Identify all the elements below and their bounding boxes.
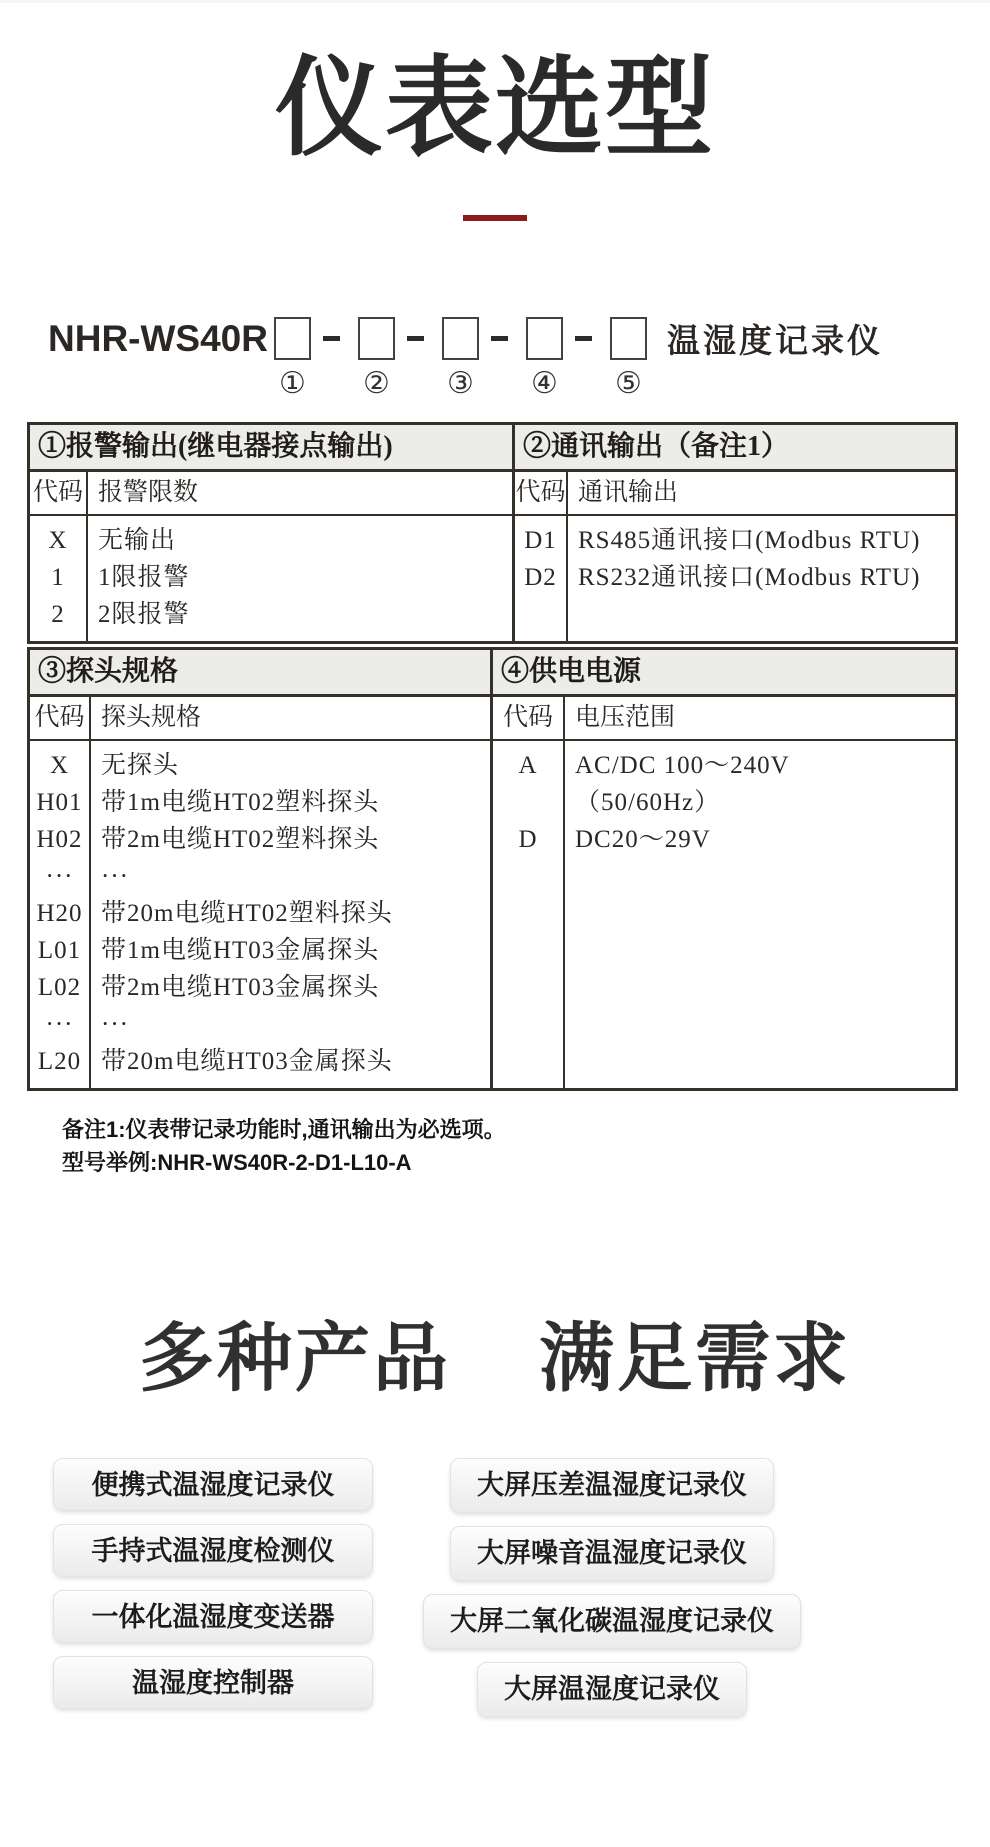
code-cell: D2	[524, 564, 557, 592]
spec-cell: 带2m电缆HT03金属探头	[101, 974, 380, 1002]
product-button[interactable]: 大屏噪音温湿度记录仪	[450, 1526, 774, 1581]
code-column	[30, 516, 88, 641]
note-line: 备注1:仪表带记录功能时,通讯输出为必选项。	[62, 1117, 506, 1143]
model-code-box	[358, 317, 395, 360]
product-button[interactable]: 大屏压差温湿度记录仪	[450, 1458, 774, 1513]
spec-cell: 1限报警	[98, 564, 190, 592]
column-header: 探头规格	[91, 697, 490, 741]
spec-cell: 无输出	[98, 527, 177, 555]
product-buttons	[0, 1458, 990, 1730]
code-cell: 2	[51, 601, 65, 629]
code-cell: H20	[36, 900, 83, 928]
column-header: 报警限数	[88, 472, 512, 516]
product-button[interactable]: 大屏温湿度记录仪	[477, 1662, 747, 1717]
model-dash	[407, 336, 424, 341]
spec-cell: 带20m电缆HT03金属探头	[101, 1048, 393, 1076]
spec-cell: 带2m电缆HT02塑料探头	[101, 826, 380, 854]
spec-column	[568, 516, 955, 641]
model-slot	[526, 317, 563, 402]
column-header: 代码	[30, 472, 88, 516]
spec-cell: 无探头	[101, 752, 180, 780]
page-title: 仪表选型	[274, 47, 715, 168]
model-code-box	[442, 317, 479, 360]
model-code-box	[274, 317, 311, 360]
spec-cell: （50/60Hz）	[575, 789, 721, 817]
model-prefix: NHR-WS40R	[48, 318, 268, 360]
position-marker: ④	[531, 367, 558, 401]
product-col-right	[442, 1458, 782, 1730]
notes	[62, 1113, 990, 1179]
column-header: 电压范围	[565, 697, 955, 741]
code-cell: 1	[51, 564, 65, 592]
model-slot	[610, 317, 647, 402]
code-cell: X	[49, 752, 70, 780]
selection-tables	[27, 422, 990, 1091]
position-marker: ②	[363, 367, 390, 401]
code-cell: D1	[524, 527, 557, 555]
code-cell	[493, 784, 563, 821]
model-slot	[274, 317, 311, 402]
spec-cell: AC/DC 100～240V	[575, 752, 790, 780]
column-header: 通讯输出	[568, 472, 955, 516]
model-suffix: 温湿度记录仪	[666, 322, 883, 360]
product-button[interactable]: 便携式温湿度记录仪	[53, 1458, 373, 1511]
note-line: 型号举例:NHR-WS40R-2-D1-L10-A	[62, 1150, 412, 1176]
section-title: ③探头规格	[30, 650, 490, 697]
products-heading	[0, 1317, 990, 1400]
model-line-slots	[268, 317, 647, 402]
spec-cell: 2限报警	[98, 601, 190, 629]
products-heading-left: 多种产品	[138, 1316, 451, 1401]
spec-cell: DC20～29V	[575, 826, 711, 854]
position-marker: ⑤	[615, 367, 642, 401]
section-title: ①报警输出(继电器接点输出)	[30, 425, 512, 472]
spec-cell: ···	[101, 863, 129, 891]
section-title: ②通讯输出（备注1）	[512, 425, 955, 472]
products-heading-right: 满足需求	[539, 1316, 852, 1401]
column-header: 代码	[512, 472, 568, 516]
code-cell: L20	[37, 1048, 82, 1076]
model-code-box	[526, 317, 563, 360]
spec-cell: RS232通讯接口(Modbus RTU)	[578, 564, 921, 592]
spec-cell: RS485通讯接口(Modbus RTU)	[578, 527, 921, 555]
model-code-box	[610, 317, 647, 360]
spec-cell: 带1m电缆HT03金属探头	[101, 937, 380, 965]
code-cell: L01	[37, 937, 82, 965]
model-slot	[358, 317, 395, 402]
spec-column	[91, 741, 490, 1088]
model-dash	[323, 336, 340, 341]
code-cell: ···	[45, 1011, 74, 1039]
model-dash	[491, 336, 508, 341]
title-underline	[463, 215, 527, 221]
column-header: 代码	[30, 697, 91, 741]
product-button[interactable]: 大屏二氧化碳温湿度记录仪	[423, 1594, 801, 1649]
position-marker: ①	[279, 367, 306, 401]
selection-table-probe-power	[27, 647, 958, 1091]
spec-column	[88, 516, 512, 641]
code-cell: L02	[37, 974, 82, 1002]
product-button[interactable]: 温湿度控制器	[53, 1656, 373, 1709]
code-cell: H02	[36, 826, 83, 854]
code-cell: H01	[36, 789, 83, 817]
code-column	[512, 516, 568, 641]
code-cell: D	[518, 826, 538, 854]
spec-cell: ···	[101, 1011, 129, 1039]
product-button[interactable]: 一体化温湿度变送器	[53, 1590, 373, 1643]
selection-table-alarm-comm	[27, 422, 958, 644]
product-col-left	[48, 1458, 378, 1722]
position-marker: ③	[447, 367, 474, 401]
model-dash	[575, 336, 592, 341]
code-cell: X	[48, 527, 68, 555]
section-title: ④供电电源	[490, 650, 955, 697]
spec-cell: 带1m电缆HT02塑料探头	[101, 789, 380, 817]
column-header: 代码	[490, 697, 565, 741]
model-line	[48, 317, 990, 402]
model-slot	[442, 317, 479, 402]
product-button[interactable]: 手持式温湿度检测仪	[53, 1524, 373, 1577]
code-cell: A	[518, 752, 538, 780]
spec-cell: 带20m电缆HT02塑料探头	[101, 900, 393, 928]
code-column	[490, 741, 565, 1088]
spec-column	[565, 741, 955, 1088]
code-column	[30, 741, 91, 1088]
code-cell: ···	[45, 863, 74, 891]
